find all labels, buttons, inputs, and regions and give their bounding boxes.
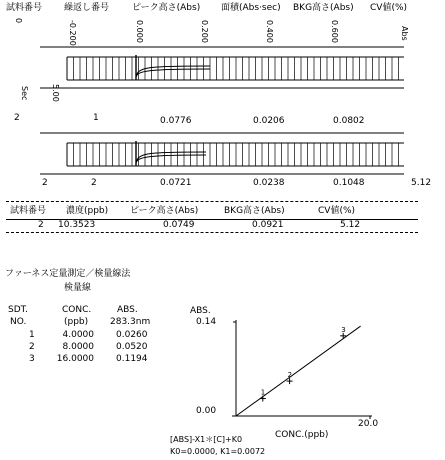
run-bkg: 0.0802 — [333, 116, 365, 126]
cal-row-conc: 8.0000 — [62, 342, 94, 352]
abs-tick-label: 0.400 — [265, 20, 274, 43]
cal-row-abs: 0.1194 — [116, 354, 148, 364]
calibration-equation: [ABS]-X1＊[C]+K0 — [170, 435, 243, 444]
summary-conc: 10.3523 — [58, 220, 96, 230]
cal-header-abs: ABS. — [117, 305, 138, 315]
data-point-label: 3 — [341, 325, 346, 334]
run-repeat: 2 — [91, 178, 97, 188]
time-axis-label: Sec — [20, 86, 29, 101]
abs-tick-label: 0.600 — [330, 20, 339, 43]
summary-header-peak: ピーク高さ(Abs) — [130, 206, 199, 216]
header-sample-no: 試料番号 — [6, 3, 43, 13]
y-tick-label-min: 0.00 — [196, 406, 217, 416]
run-area: 0.0238 — [253, 178, 285, 188]
cal-row-conc: 4.0000 — [62, 330, 94, 340]
header-repeat-no: 繰返し番号 — [64, 3, 110, 13]
chart-ylabel: ABS. — [190, 306, 211, 316]
y-tick-label-max: 0.14 — [196, 317, 217, 327]
header-cv: CV値(%) — [370, 3, 408, 13]
cal-header-sdt: SDT. — [8, 305, 28, 315]
summary-peak: 0.0749 — [163, 220, 195, 230]
header-peak-height: ピーク高さ(Abs) — [132, 3, 201, 13]
data-point-label: 1 — [260, 388, 266, 397]
run-sample: 2 — [14, 113, 20, 123]
data-point-label: 2 — [287, 371, 293, 380]
time-start-label: 0 — [14, 18, 23, 24]
abs-unit-label: Abs — [400, 26, 409, 41]
cal-row-conc: 16.0000 — [56, 354, 94, 364]
summary-cv: 5.12 — [340, 220, 361, 230]
summary-header-bkg: BKG高さ(Abs) — [224, 206, 285, 216]
cal-header-conc: CONC. — [62, 305, 92, 315]
x-tick-label-max: 20.0 — [358, 419, 379, 429]
chart-xlabel: CONC.(ppb) — [275, 430, 329, 440]
calibration-subtitle: 検量線 — [64, 283, 92, 293]
run-cv: 5.12 — [411, 178, 432, 188]
cal-header-conc-unit: (ppb) — [64, 317, 89, 327]
cal-row-no: 3 — [29, 354, 35, 364]
time-end-label: 5.00 — [51, 84, 60, 102]
cal-header-no: NO. — [10, 317, 27, 327]
summary-header-conc: 濃度(ppb) — [66, 206, 109, 216]
header-bkg-height: BKG高さ(Abs) — [293, 3, 354, 13]
cal-header-wavelength: 283.3nm — [110, 317, 151, 327]
header-area: 面積(Abs·sec) — [221, 3, 281, 13]
abs-tick-label: -0.200 — [68, 20, 77, 46]
summary-sample: 2 — [38, 220, 44, 230]
calibration-title: ファーネス定量測定／検量線法 — [5, 269, 131, 279]
run-bkg: 0.1048 — [333, 178, 365, 188]
cal-row-no: 1 — [29, 330, 35, 340]
run-area: 0.0206 — [253, 116, 285, 126]
cal-row-no: 2 — [29, 342, 35, 352]
summary-header-cv: CV値(%) — [318, 206, 356, 216]
abs-tick-label: 0.000 — [135, 20, 144, 43]
run-peak: 0.0721 — [160, 178, 192, 188]
run-sample: 2 — [42, 178, 48, 188]
run-peak: 0.0776 — [160, 116, 192, 126]
calibration-line — [236, 326, 361, 416]
abs-tick-label: 0.200 — [200, 20, 209, 43]
calibration-coefficients: K0=0.0000, K1=0.0072 — [170, 447, 266, 456]
summary-bkg: 0.0921 — [252, 220, 284, 230]
run-repeat: 1 — [93, 113, 99, 123]
cal-row-abs: 0.0520 — [116, 342, 148, 352]
summary-header-sample-no: 試料番号 — [10, 206, 47, 216]
cal-row-abs: 0.0260 — [116, 330, 148, 340]
